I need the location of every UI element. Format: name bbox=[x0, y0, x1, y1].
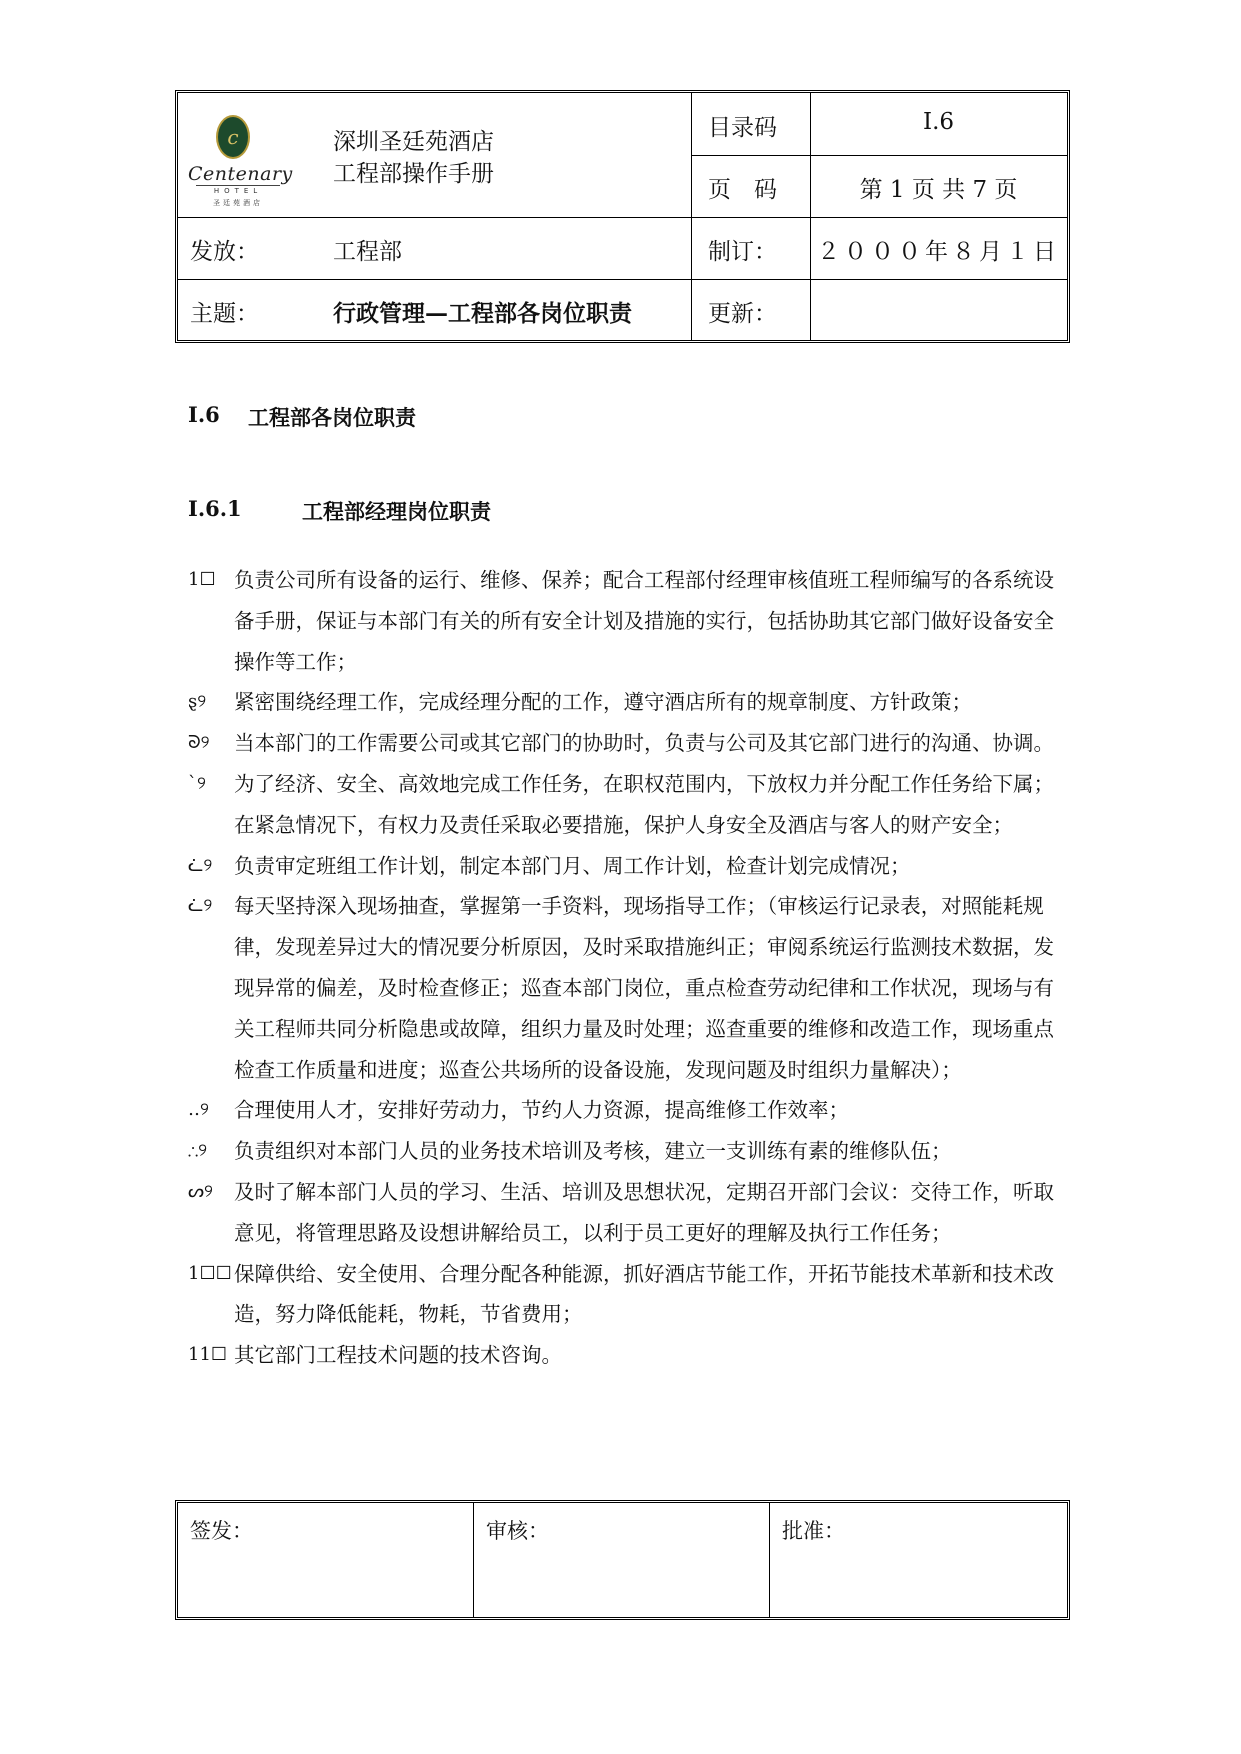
item-text: 及时了解本部门人员的学习、生活、培训及思想状况，定期召开部门会议：交待工作，听取意见，将管理思路及设想讲解给员工，以利于员工更好的理解及执行工作任务； bbox=[234, 1179, 1054, 1245]
list-item bbox=[188, 764, 1068, 846]
org-name: 深圳圣廷苑酒店 bbox=[333, 129, 494, 155]
list-item bbox=[188, 1131, 1068, 1172]
page-label: 页 码 bbox=[708, 177, 777, 203]
subject-value: 行政管理—工程部各岗位职责 bbox=[333, 300, 632, 327]
item-marker: ‥୨ bbox=[188, 1099, 209, 1121]
footer-col-divider-1 bbox=[473, 1503, 474, 1617]
document-header-table bbox=[175, 90, 1070, 343]
hotel-logo bbox=[188, 115, 293, 210]
item-text: 紧密围绕经理工作，完成经理分配的工作，遵守酒店所有的规章制度、方针政策； bbox=[234, 690, 972, 715]
list-item bbox=[188, 1335, 1068, 1376]
issue-label: 发放： bbox=[190, 239, 259, 265]
list-item bbox=[188, 723, 1068, 764]
list-item bbox=[188, 886, 1068, 1090]
item-text: 负责公司所有设备的运行、维修、保养；配合工程部付经理审核值班工程师编写的各系统设备手册，保证与本部门有关的所有安全计划及措施的实行，包括协助其它部门做好设备安全操作等工作； bbox=[234, 568, 1054, 674]
subsection-number: I.6.1 bbox=[188, 496, 242, 521]
list-item bbox=[188, 1254, 1068, 1336]
item-text: 负责审定班组工作计划，制定本部门月、周工作计划，检查计划完成情况； bbox=[234, 853, 911, 878]
item-marker: ᔕ୨ bbox=[188, 1180, 214, 1202]
item-text: 合理使用人才，安排好劳动力，节约人力资源，提高维修工作效率； bbox=[234, 1098, 849, 1123]
subject-label: 主题： bbox=[190, 301, 259, 327]
list-item bbox=[188, 682, 1068, 723]
item-marker: ∴୨ bbox=[188, 1140, 208, 1162]
catalog-label: 目录码 bbox=[708, 115, 777, 141]
approve-label: 批准： bbox=[782, 1519, 845, 1543]
section-title: 工程部各岗位职责 bbox=[248, 405, 416, 430]
item-marker: 11☐ bbox=[188, 1344, 228, 1366]
logo-name: Centenary bbox=[188, 163, 293, 185]
issue-value: 工程部 bbox=[333, 239, 402, 265]
sign-label: 签发： bbox=[190, 1519, 253, 1543]
item-marker: ᓛ୨ bbox=[188, 854, 213, 876]
item-text: 保障供给、安全使用、合理分配各种能源，抓好酒店节能工作，开拓节能技术革新和技术改造，努力降低能耗，物耗，节省费用； bbox=[234, 1261, 1054, 1327]
footer-col-divider-2 bbox=[769, 1503, 770, 1617]
header-row-divider-c bbox=[178, 279, 1067, 280]
made-label: 制订： bbox=[708, 239, 777, 265]
list-item bbox=[188, 1090, 1068, 1131]
item-marker: ȿ୨ bbox=[188, 691, 207, 713]
logo-cn: 圣廷苑酒店 bbox=[213, 199, 263, 207]
item-text: 其它部门工程技术问题的技术咨询。 bbox=[234, 1343, 562, 1368]
made-value: ２０００年８月１日 bbox=[817, 239, 1060, 265]
logo-sub: HOTEL bbox=[213, 187, 263, 195]
review-label: 审核： bbox=[486, 1519, 549, 1543]
page-value: 第 1 页 共 7 页 bbox=[859, 177, 1018, 203]
catalog-value: I.6 bbox=[922, 109, 955, 135]
item-marker: ᓛ୨ bbox=[188, 895, 213, 917]
item-text: 负责组织对本部门人员的业务技术培训及考核，建立一支训练有素的维修队伍； bbox=[234, 1139, 952, 1164]
item-text: 为了经济、安全、高效地完成工作任务，在职权范围内，下放权力并分配工作任务给下属；在紧急情况下，有权力及责任采取必要措施，保护人身安全及酒店与客人的财产安全； bbox=[234, 771, 1054, 837]
update-label: 更新： bbox=[708, 301, 777, 327]
item-text: 当本部门的工作需要公司或其它部门的协助时，负责与公司及其它部门进行的沟通、协调。 bbox=[234, 731, 1054, 756]
item-marker: 1☐ bbox=[188, 569, 216, 590]
item-marker: 1☐☐ bbox=[188, 1262, 232, 1284]
signoff-table bbox=[175, 1500, 1070, 1620]
item-marker: ᘐ୨ bbox=[188, 732, 210, 754]
header-row-divider-a bbox=[691, 155, 1067, 156]
list-item bbox=[188, 1172, 1068, 1254]
duty-list bbox=[188, 560, 1068, 1376]
list-item bbox=[188, 560, 1068, 682]
item-marker: ˋ୨ bbox=[188, 772, 206, 794]
logo-emblem-icon: c bbox=[216, 115, 250, 159]
section-number: I.6 bbox=[188, 402, 220, 427]
header-row-divider-b bbox=[178, 217, 1067, 218]
list-item bbox=[188, 846, 1068, 887]
item-text: 每天坚持深入现场抽查，掌握第一手资料，现场指导工作；（审核运行记录表，对照能耗规律，发现差异过大的情况要分析原因，及时采取措施纠正；审阅系统运行监测技术数据，发现异常的偏差，及时检查修正；巡查本部门岗位，重点检查劳动纪律和工作状况，现场与有关工程师共同分析隐患或故障，组织力量及时处理；巡查重要的维修和改造工作，现场重点检查工作质量和进度；巡查公共场所的设备设施，发现问题及时组织力量解决）； bbox=[234, 894, 1054, 1082]
subsection-title: 工程部经理岗位职责 bbox=[302, 499, 491, 524]
manual-name: 工程部操作手册 bbox=[333, 161, 494, 187]
